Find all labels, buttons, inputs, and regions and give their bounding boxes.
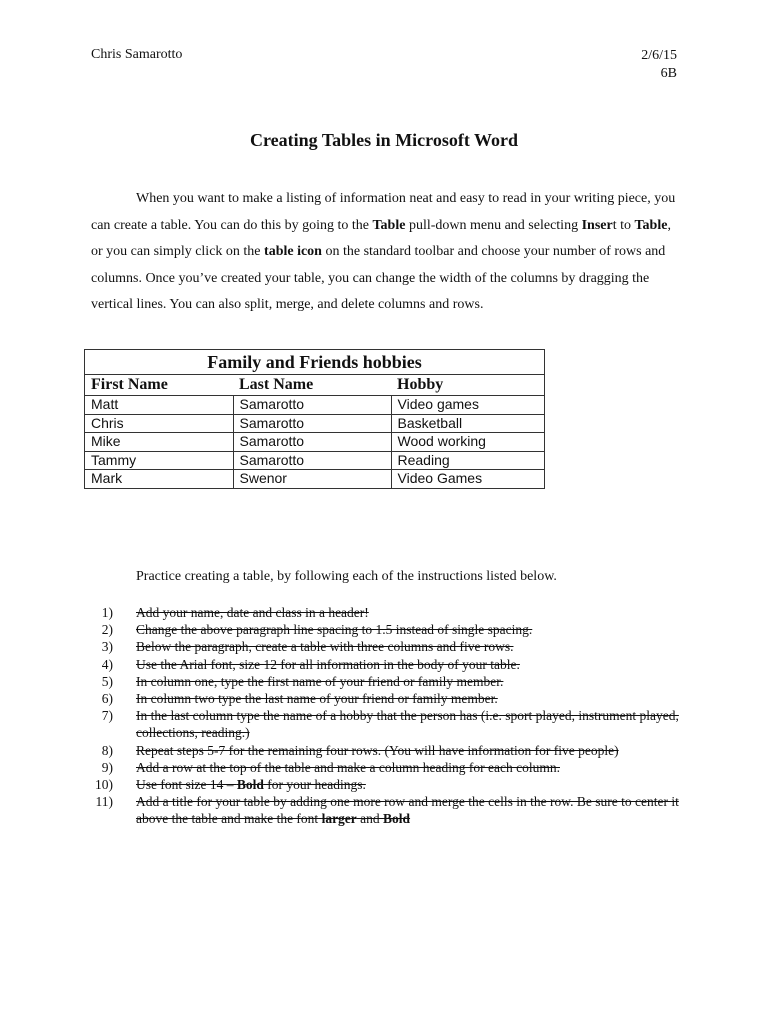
step-text: Below the paragraph, create a table with three columns and five rows. (136, 639, 514, 655)
step-number: 1) (101, 605, 113, 620)
list-item (91, 793, 691, 827)
step-number: 6) (101, 691, 113, 707)
column-header: Hobby (391, 375, 545, 396)
step-number: 4) (101, 656, 113, 672)
paragraph-bold: Table (634, 217, 668, 233)
table-cell: Tammy (85, 451, 234, 470)
table-row (85, 451, 545, 470)
column-header: First Name (85, 375, 234, 396)
table-row (85, 414, 545, 433)
table-cell: Video games (391, 396, 545, 415)
step-text (136, 777, 366, 792)
step-number: 2) (101, 622, 113, 638)
list-item (91, 707, 691, 741)
step-text: Change the above paragraph line spacing to 1.5 instead of single spacing. (136, 622, 533, 638)
step-text: Add your name, date and class in a header! (136, 605, 369, 620)
step-bold: Bold (236, 777, 264, 793)
step-text (136, 794, 679, 826)
list-item (91, 759, 691, 776)
step-text: In the last column type the name of a hobby that the person has (i.e. sport played, instrument played, collections, reading.) (136, 708, 679, 741)
table-header-row (85, 375, 545, 396)
step-number: 11) (95, 794, 113, 810)
list-item (91, 656, 691, 673)
step-text: In column two type the last name of your friend or family member. (136, 691, 498, 707)
list-item (91, 742, 691, 759)
practice-intro: Practice creating a table, by following each of the instructions listed below. (136, 569, 557, 584)
paragraph-text: pull-down menu and selecting (405, 217, 582, 233)
step-text: Use the Arial font, size 12 for all information in the body of your table. (136, 656, 520, 672)
paragraph-text: When you want to make a listing of information neat and easy to read in your writing piece, you can create a table. You can do this by going to the (91, 191, 676, 233)
table-cell: Video Games (391, 470, 545, 489)
hobbies-table (84, 349, 545, 489)
step-number: 10) (95, 777, 113, 793)
paragraph-text: , or you can simply click on the (91, 217, 671, 259)
paragraph-bold: Inser (581, 217, 613, 233)
document-title: Creating Tables in Microsoft Word (249, 130, 519, 150)
table-row (85, 433, 545, 452)
table-cell: Samarotto (233, 451, 391, 470)
table-cell: Mark (85, 470, 234, 489)
list-item (91, 621, 691, 638)
table-cell: Chris (85, 414, 234, 433)
list-item (91, 638, 691, 655)
paragraph-bold: Table (372, 217, 406, 233)
step-number: 8) (101, 742, 113, 758)
list-item (91, 776, 691, 793)
step-bold: larger (321, 811, 357, 827)
paragraph-bold: table icon (264, 244, 322, 259)
step-text-part: Add a title for your table by adding one more row and merge the cells in the row. Be sure to center it above the table and make the font (136, 794, 679, 827)
step-text-part: for your headings. (263, 777, 366, 793)
table-cell: Samarotto (233, 414, 391, 433)
table-cell: Samarotto (233, 433, 391, 452)
table-cell: Basketball (391, 414, 545, 433)
step-number: 7) (101, 708, 113, 724)
header-class: 6B (660, 66, 677, 81)
step-text-part: and (356, 811, 384, 827)
list-item (91, 604, 691, 621)
intro-paragraph (91, 186, 681, 319)
table-row (85, 470, 545, 489)
step-number: 9) (101, 759, 113, 775)
table-cell: Wood working (391, 433, 545, 452)
step-number: 5) (101, 673, 113, 689)
table-cell: Samarotto (233, 396, 391, 415)
header-date: 2/6/15 (641, 48, 677, 63)
paragraph-text: t to (612, 217, 635, 233)
header-date-class (641, 47, 677, 83)
instruction-list (91, 604, 691, 828)
column-header: Last Name (239, 376, 314, 393)
list-item (91, 690, 691, 707)
list-item (91, 673, 691, 690)
table-cell: Mike (85, 433, 234, 452)
paragraph-text: on the standard toolbar and choose your number of rows and columns. Once you’ve created your table, you can change the width of the columns by dragging the vertical lines. You can also split, merge, and delete columns and rows. (91, 244, 666, 312)
step-text: In column one, type the first name of your friend or family member. (136, 673, 504, 689)
step-bold: Bold (383, 811, 411, 827)
step-number: 3) (101, 639, 113, 655)
table-caption: Family and Friends hobbies (85, 350, 545, 375)
table-row (85, 396, 545, 415)
step-text: Repeat steps 5-7 for the remaining four rows. (You will have information for five people) (136, 742, 619, 758)
step-text: Add a row at the top of the table and make a column heading for each column. (136, 759, 560, 775)
header-author: Chris Samarotto (91, 47, 183, 62)
table-cell: Reading (391, 451, 545, 470)
step-text-part: Use font size 14 – (136, 777, 237, 793)
table-cell: Matt (85, 396, 234, 415)
table-cell: Swenor (233, 470, 391, 489)
